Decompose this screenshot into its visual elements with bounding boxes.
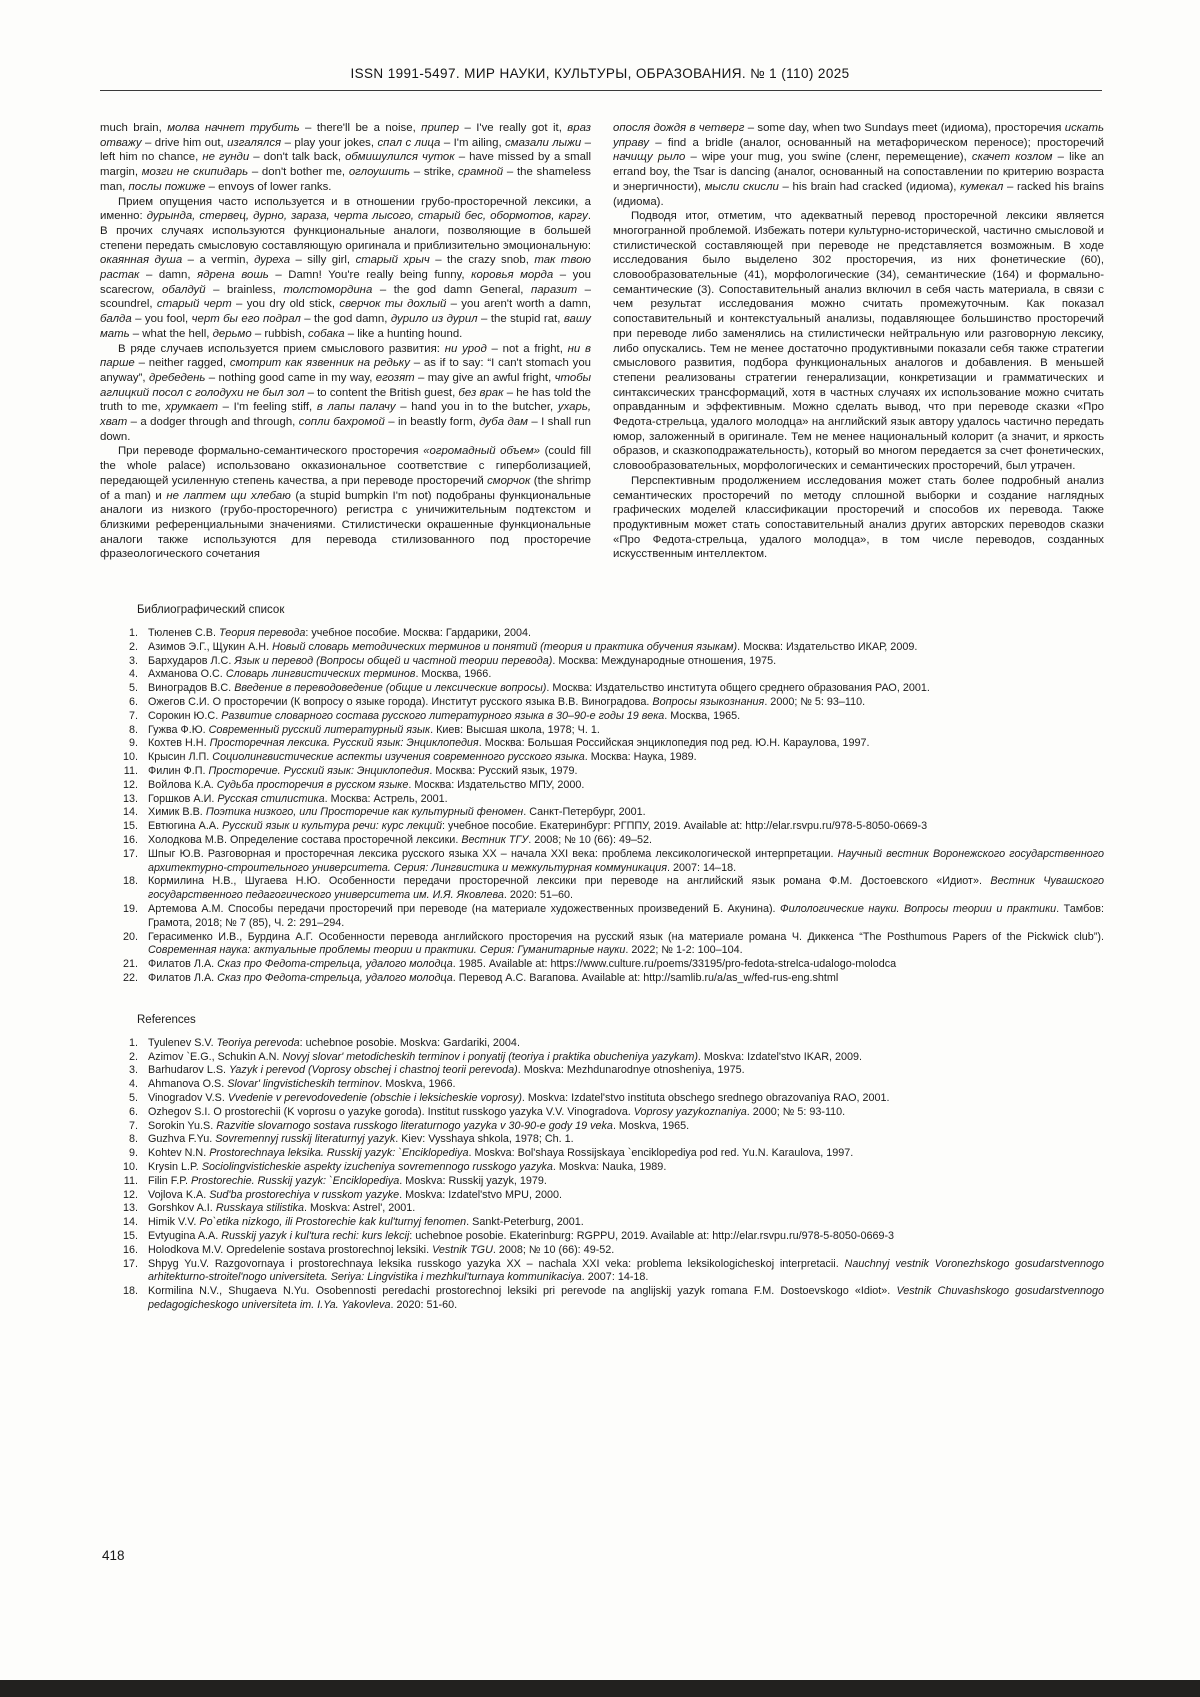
- item-number: 15.: [122, 1229, 138, 1242]
- item-text: Filin F.P. Prostorechie. Russkij yazyk: `Enciklopediya. Moskva: Russkij yazyk, 1979.: [148, 1174, 547, 1187]
- body-paragraph: В ряде случаев используется прием смыслового развития: ни урод – not a fright, ни в парше – neither ragged, смотрит как язвенник на редьку – as if to say: “I can't stomach you anyway”, дребедень – nothing good came in my way, егозят – may give an awful fright, чтобы аглицкий посол с голодухи не был зол – to content the British guest, без врак – he has told the truth to me, хрумкает – I'm feeling stiff, в лапы палачу – hand you in to the butcher, ухарь, хват – a dodger through and through, сопли бахромой – in beastly form, дуба дам – I shall run down.: [100, 342, 591, 443]
- bibliography-item: [118, 668, 1104, 682]
- item-number: 16.: [122, 1243, 138, 1256]
- references-title: References: [137, 1013, 196, 1026]
- reference-item: [118, 1037, 1104, 1051]
- page-bottom-edge: [0, 1680, 1200, 1697]
- item-number: 22.: [122, 972, 138, 985]
- item-number: 10.: [122, 1160, 138, 1173]
- item-text: Sorokin Yu.S. Razvitie slovarnogo sostava russkogo literaturnogo yazyka v 30-90-e gody 19 veka. Moskva, 1965.: [148, 1119, 690, 1132]
- body-paragraph: Прием опущения часто используется и в отношении грубо-просторечной лексики, а именно: дурында, стервец, дурно, зараза, черта лысого, старый бес, обормотов, каргу. В прочих случаях используются функциональные аналоги, позволяющие в большей степени передать смысловую составляющую оригинала и приблизительно эмоциональную: окаянная душа – a vermin, дуреха – silly girl, старый хрыч – the crazy snob, так твою растак – damn, ядрена вошь – Damn! You're really being funny, коровья морда – you scarecrow, обалдуй – brainless, толстомордина – the god damn General, паразит – scoundrel, старый черт – you dry old stick, сверчок ты дохлый – you aren't worth a damn, балда – you fool, черт бы его подрал – the god damn, дурило из дурил – the stupid rat, вашу мать – what the hell, дерьмо – rubbish, собака – like a hunting hound.: [100, 195, 592, 340]
- bibliography-item: [118, 834, 1104, 848]
- bibliography-item: [118, 806, 1104, 820]
- item-number: 16.: [122, 834, 138, 847]
- item-text: Евтюгина А.А. Русский язык и культура речи: курс лекций: учебное пособие. Екатеринбург: РГППУ, 2019. Available at: http://elar.rsvpu.ru/978-5-8050-0669-3: [148, 820, 928, 833]
- bibliography-item: [118, 848, 1104, 876]
- bibliography-item: [118, 779, 1104, 793]
- item-number: 12.: [122, 778, 138, 791]
- item-text: Krysin L.P. Sociolingvisticheskie aspekty izucheniya sovremennogo russkogo yazyka. Moskva: Nauka, 1989.: [148, 1160, 667, 1173]
- reference-item: [118, 1147, 1104, 1161]
- item-text: Barhudarov L.S. Yazyk i perevod (Voprosy obschej i chastnoj teorii perevoda). Moskva: Mezhdunarodnye otnosheniya, 1975.: [148, 1064, 745, 1077]
- item-number: 3.: [128, 654, 138, 667]
- body-paragraph: much brain, молва начнет трубить – there'll be a noise, припер – I've really got it, враз отважу – drive him out, изгалялся – play your jokes, спал с лица – I'm ailing, смазали лыжи – left him no chance, не гунди – don't talk back, обмишулился чуток – have missed by a small margin, мозги не скипидарь – don't bother me, оглоушить – strike, срамной – the shameless man, послы пожиже – envoys of lower ranks.: [100, 122, 592, 193]
- item-text: Himik V.V. Po`etika nizkogo, ili Prostorechie kak kul'turnyj fenomen. Sankt-Peterburg, 2001.: [148, 1216, 584, 1229]
- item-text: Vinogradov V.S. Vvedenie v perevodovedenie (obschie i leksicheskie voprosy). Moskva: Izdatel'stvo instituta obschego srednego obrazovaniya RAO, 2001.: [148, 1092, 890, 1104]
- item-text: Кохтев Н.Н. Просторечная лексика. Русский язык: Энциклопедия. Москва: Большая Российская энциклопедия под ред. Ю.Н. Караулова, 1997.: [148, 737, 870, 750]
- references-section: [0, 1014, 1200, 1313]
- item-number: 13.: [122, 792, 138, 805]
- item-text: Holodkova M.V. Opredelenie sostava prostorechnoj leksiki. Vestnik TGU. 2008; № 10 (66): 49-52.: [148, 1243, 615, 1256]
- item-number: 12.: [122, 1188, 138, 1201]
- reference-item: [118, 1078, 1104, 1092]
- header-divider: [100, 90, 1102, 91]
- item-text: Гужва Ф.Ю. Современный русский литературный язык. Киев: Высшая школа, 1978; Ч. 1.: [148, 723, 600, 736]
- body-paragraph: Подводя итог, отметим, что адекватный перевод просторечной лексики является многогранной проблемой. Избежать потери культурно-исторической, частично смысловой и стилистической составляющей при переводе не представляется возможным. В ходе исследования было выделено 302 просторечия, из них фонетические (60), словообразовательные (41), морфологические (34), семантические (164) и формально-семантические (3). Сопоставительный анализ включил в себя часть материала, в связи с чем результат исследования можно считать промежуточным. Как показал сопоставительный и контекстуальный анализы, подавляющее большинство просторечий при переводе либо заменялись на стилистически нейтральную или разговорную лексику, либо опускались. Тем не менее достаточно продуктивными показали себя также стратегии смыслового развития, подбора функциональных аналогов и добавления. В меньшей степени реализованы стратегии генерализации, конкретизации и грамматических и синтаксических трансформаций, хотя в частных случаях их использование можно считать оправданным и эффективным. Можно сделать вывод, что при переводе сказки «Про Федота-стрельца, удалого молодца» на английский язык автору удалось частично передать юмор, заложенный в оригинале. Тем не менее национальный колорит (а значит, и яркость образов, и сказкоподражательность), который во многом передается за счет фонетических, словообразовательных, морфологических и семантических просторечий, был утрачен.: [613, 210, 1104, 473]
- item-number: 6.: [128, 1105, 138, 1118]
- item-text: Кормилина Н.В., Шугаева Н.Ю. Особенности передачи просторечной лексики при переводе на английский язык романа Ф.М. Достоевского «Идиот». Вестник Чувашского государственного педагогического университета им. И.Я. Яковлева. 2020: 51–60.: [148, 875, 1104, 902]
- item-text: Герасименко И.В., Бурдина А.Г. Особенности перевода английского просторечия на русский язык (на материале романа Ч. Диккенса “The Posthumous Papers of the Pickwick club”). Современная наука: актуальные проблемы теории и практики. Серия: Гуманитарные науки. 2022; № 1-2: 100–104.: [148, 930, 1104, 957]
- item-number: 2.: [128, 640, 138, 653]
- item-number: 21.: [122, 958, 138, 971]
- item-number: 8.: [128, 1133, 138, 1146]
- bibliography-item: [118, 972, 1104, 986]
- item-number: 14.: [122, 1216, 138, 1229]
- reference-item: [118, 1161, 1104, 1175]
- bibliography-item: [118, 641, 1104, 655]
- item-text: Shpyg Yu.V. Razgovornaya i prostorechnaya leksika russkogo yazyka XX – nachala XXI veka: problema leksikologicheskoj interpretacii. Nauchnyj vestnik Voronezhskogo gosudarstvennogo arhitekturno-stroitel'nogo universiteta. Seriya: Lingvistika i mezhkul'turnaya kommunikaciya. 2007: 14-18.: [148, 1257, 1104, 1284]
- item-text: Шпыг Ю.В. Разговорная и просторечная лексика русского языка XX – начала XXI века: проблема лексикологической интерпретации. Научный вестник Воронежского государственного архитектурно-строительного университета. Серия: Лингвистика и межкультурная коммуникация. 2007: 14–18.: [148, 847, 1105, 874]
- bibliography-item: [118, 958, 1104, 972]
- item-text: Сорокин Ю.С. Развитие словарного состава русского литературного языка в 30–90-е годы 19 века. Москва, 1965.: [148, 709, 741, 722]
- item-text: Филатов Л.А. Сказ про Федота-стрельца, удалого молодца. Перевод А.С. Вагапова. Available at: http://samlib.ru/a/as_w/fed-rus-eng.shtml: [148, 972, 839, 985]
- article-body: [100, 121, 1104, 562]
- bibliography-item: [118, 710, 1104, 724]
- item-number: 11.: [123, 765, 138, 778]
- item-text: Филин Ф.П. Просторечие. Русский язык: Энциклопедия. Москва: Русский язык, 1979.: [148, 765, 578, 778]
- item-number: 13.: [122, 1202, 138, 1215]
- item-number: 18.: [122, 1285, 138, 1298]
- bibliography-item: [118, 820, 1104, 834]
- reference-item: [118, 1106, 1104, 1120]
- bibliography-item: [118, 724, 1104, 738]
- bibliography-item: [118, 627, 1104, 641]
- bibliography-item: [118, 903, 1104, 931]
- item-number: 5.: [128, 1092, 138, 1104]
- reference-item: [118, 1230, 1104, 1244]
- item-text: Холодкова М.В. Определение состава просторечной лексики. Вестник ТГУ. 2008; № 10 (66): 49–52.: [148, 834, 653, 847]
- item-text: Артемова А.М. Способы передачи просторечий при переводе (на материале художественных произведений Б. Акунина). Филологические науки. Вопросы теории и практики. Тамбов: Грамота, 2018; № 7 (85), Ч. 2: 291–294.: [148, 903, 1104, 929]
- bibliography-item: [118, 655, 1104, 669]
- item-number: 1.: [128, 1036, 138, 1049]
- item-text: Vojlova K.A. Sud'ba prostorechiya v russkom yazyke. Moskva: Izdatel'stvo MPU, 2000.: [148, 1188, 562, 1201]
- item-text: Филатов Л.А. Сказ про Федота-стрельца, удалого молодца. 1985. Available at: https://www.culture.ru/poems/33195/pro-fedota-strelca-udalogo-molodca: [148, 958, 897, 971]
- item-text: Химик В.В. Поэтика низкого, или Просторечие как культурный феномен. Санкт-Петербург, 2001.: [148, 806, 646, 819]
- item-number: 17.: [122, 1257, 138, 1270]
- item-number: 18.: [122, 875, 138, 888]
- bibliography-item: [118, 765, 1104, 779]
- item-text: Gorshkov A.I. Russkaya stilistika. Moskva: Astrel', 2001.: [148, 1202, 416, 1215]
- reference-item: [118, 1216, 1104, 1230]
- item-text: Tyulenev S.V. Teoriya perevoda: uchebnoe posobie. Moskva: Gardariki, 2004.: [148, 1036, 520, 1049]
- reference-item: [118, 1092, 1104, 1106]
- item-text: Ожегов С.И. О просторечии (К вопросу о языке города). Институт русского языка В.В. Виноградова. Вопросы языкознания. 2000; № 5: 93–110.: [148, 696, 866, 709]
- item-text: Тюленев С.В. Теория перевода: учебное пособие. Москва: Гардарики, 2004.: [148, 627, 531, 640]
- reference-item: [118, 1202, 1104, 1216]
- item-number: 9.: [128, 737, 138, 750]
- item-text: Виноградов В.С. Введение в переводоведение (общие и лексические вопросы). Москва: Издательство института общего среднего образования РАО, 2001.: [148, 682, 930, 695]
- item-number: 5.: [128, 682, 138, 695]
- item-text: Бархударов Л.С. Язык и перевод (Вопросы общей и частной теории перевода). Москва: Международные отношения, 1975.: [148, 654, 777, 667]
- item-text: Горшков А.И. Русская стилистика. Москва: Астрель, 2001.: [148, 792, 448, 805]
- item-number: 17.: [122, 847, 138, 860]
- item-number: 1.: [128, 627, 138, 640]
- bibliography-item: [118, 737, 1104, 751]
- item-number: 8.: [128, 723, 138, 736]
- item-number: 4.: [128, 1078, 138, 1091]
- item-number: 19.: [122, 903, 138, 916]
- reference-item: [118, 1064, 1104, 1078]
- left-column: [100, 121, 591, 562]
- bibliography-item: [118, 931, 1104, 959]
- reference-item: [118, 1285, 1104, 1313]
- bibliography-title: Библиографический список: [137, 604, 285, 617]
- journal-header: ISSN 1991-5497. МИР НАУКИ, КУЛЬТУРЫ, ОБРАЗОВАНИЯ. № 1 (110) 2025: [350, 66, 850, 81]
- item-number: 14.: [122, 806, 138, 819]
- reference-item: [118, 1189, 1104, 1203]
- reference-item: [118, 1051, 1104, 1065]
- bibliography-list: [118, 627, 1104, 986]
- item-number: 3.: [128, 1064, 138, 1077]
- bibliography-item: [118, 696, 1104, 710]
- item-number: 10.: [122, 751, 138, 764]
- reference-item: [118, 1133, 1104, 1147]
- item-text: Kormilina N.V., Shugaeva N.Yu. Osobennosti peredachi prostorechnoj leksiki pri perevode na anglijskij yazyk romana F.M. Dostoevskogo «Idiot». Vestnik Chuvashskogo gosudarstvennogo pedagogicheskogo universiteta im. I.Ya. Yakovleva. 2020: 51-60.: [148, 1285, 1104, 1311]
- reference-item: [118, 1258, 1104, 1286]
- reference-item: [118, 1244, 1104, 1258]
- item-number: 20.: [122, 930, 138, 943]
- item-number: 11.: [123, 1174, 138, 1187]
- item-text: Ахманова О.С. Словарь лингвистических терминов. Москва, 1966.: [148, 668, 492, 681]
- body-paragraph: Перспективным продолжением исследования может стать более подробный анализ семантических просторечий по методу сплошной выборки и создание наглядных графических моделей классификации просторечий и способов их перевода. Также продуктивным может стать сопоставительный анализ других авторских переводов сказки «Про Федота-стрельца, удалого молодца», в том числе переводов, созданных искусственным интеллектом.: [613, 474, 1104, 561]
- item-text: Ahmanova O.S. Slovar' lingvisticheskih terminov. Moskva, 1966.: [148, 1078, 456, 1091]
- references-list: [118, 1037, 1104, 1313]
- item-number: 15.: [122, 820, 138, 833]
- item-text: Kohtev N.N. Prostorechnaya leksika. Russkij yazyk: `Enciklopediya. Moskva: Bol'shaya Rossijskaya `enciklopediya pod red. Yu.N. Karaulova, 1997.: [148, 1147, 854, 1160]
- bibliography-item: [118, 793, 1104, 807]
- item-text: Крысин Л.П. Социолингвистические аспекты изучения современного русского языка. Москва: Наука, 1989.: [148, 751, 697, 764]
- item-text: Evtyugina A.A. Russkij yazyk i kul'tura rechi: kurs lekcij: uchebnoe posobie. Ekaterinburg: RGPPU, 2019. Available at: http://elar.rsvpu.ru/978-5-8050-0669-3: [148, 1229, 895, 1242]
- item-text: Ozhegov S.I. O prostorechii (K voprosu o yazyke goroda). Institut russkogo yazyka V.V. Vinogradova. Voprosy yazykoznaniya. 2000; № 5: 93-110.: [148, 1105, 846, 1118]
- item-number: 6.: [128, 696, 138, 709]
- item-number: 4.: [128, 668, 138, 681]
- bibliography-item: [118, 682, 1104, 696]
- item-number: 2.: [128, 1050, 138, 1063]
- bibliography-item: [118, 751, 1104, 765]
- reference-item: [118, 1120, 1104, 1134]
- reference-item: [118, 1175, 1104, 1189]
- item-number: 9.: [128, 1147, 138, 1160]
- body-paragraph: опосля дождя в четверг – some day, when two Sundays meet (идиома), просторечия искать управу – find a bridle (аналог, основанный на метафорическом переносе); просторечий начищу рыло – wipe your mug, you swine (сленг, перемещение), скачет козлом – like an errand boy, the Tsar is dancing (аналог, основанный на сопоставлении по критерию возраста и энергичности), мысли скисли – his brain had cracked (идиома), кумекал – racked his brains (идиома).: [613, 122, 1104, 208]
- item-number: 7.: [128, 709, 138, 722]
- item-number: 7.: [128, 1119, 138, 1132]
- item-text: Войлова К.А. Судьба просторечия в русском языке. Москва: Издательство МПУ, 2000.: [148, 778, 585, 791]
- body-paragraph: При переводе формально-семантического просторечия «огромадный объем» (could fill the whole palace) использовано окказиональное соответствие с гиперболизацией, передающей усиленную степень качества, а при переводе просторечий сморчок (the shrimp of a man) и не лаптем щи хлебаю (a stupid bumpkin I'm not) подобраны функциональные аналоги из низкого (грубо-просторечного) регистра с уничижительным подтекстом и близкими референциальными значениями. Стилистически окрашенные функциональные аналоги также используются для перевода стилизованного под просторечие фразеологического сочетания: [100, 445, 591, 561]
- bibliography-section: [0, 604, 1200, 986]
- item-text: Guzhva F.Yu. Sovremennyj russkij literaturnyj yazyk. Kiev: Vysshaya shkola, 1978; Ch. 1.: [148, 1133, 574, 1146]
- item-text: Азимов Э.Г., Щукин А.Н. Новый словарь методических терминов и понятий (теория и практика обучения языкам). Москва: Издательство ИКАР, 2009.: [148, 640, 918, 653]
- bibliography-item: [118, 875, 1104, 903]
- item-text: Azimov `E.G., Schukin A.N. Novyj slovar' metodicheskih terminov i ponyatij (teoriya i praktika obucheniya yazykam). Moskva: Izdatel'stvo IKAR, 2009.: [148, 1050, 863, 1063]
- right-column: [613, 121, 1104, 562]
- page-number: 418: [102, 1548, 125, 1563]
